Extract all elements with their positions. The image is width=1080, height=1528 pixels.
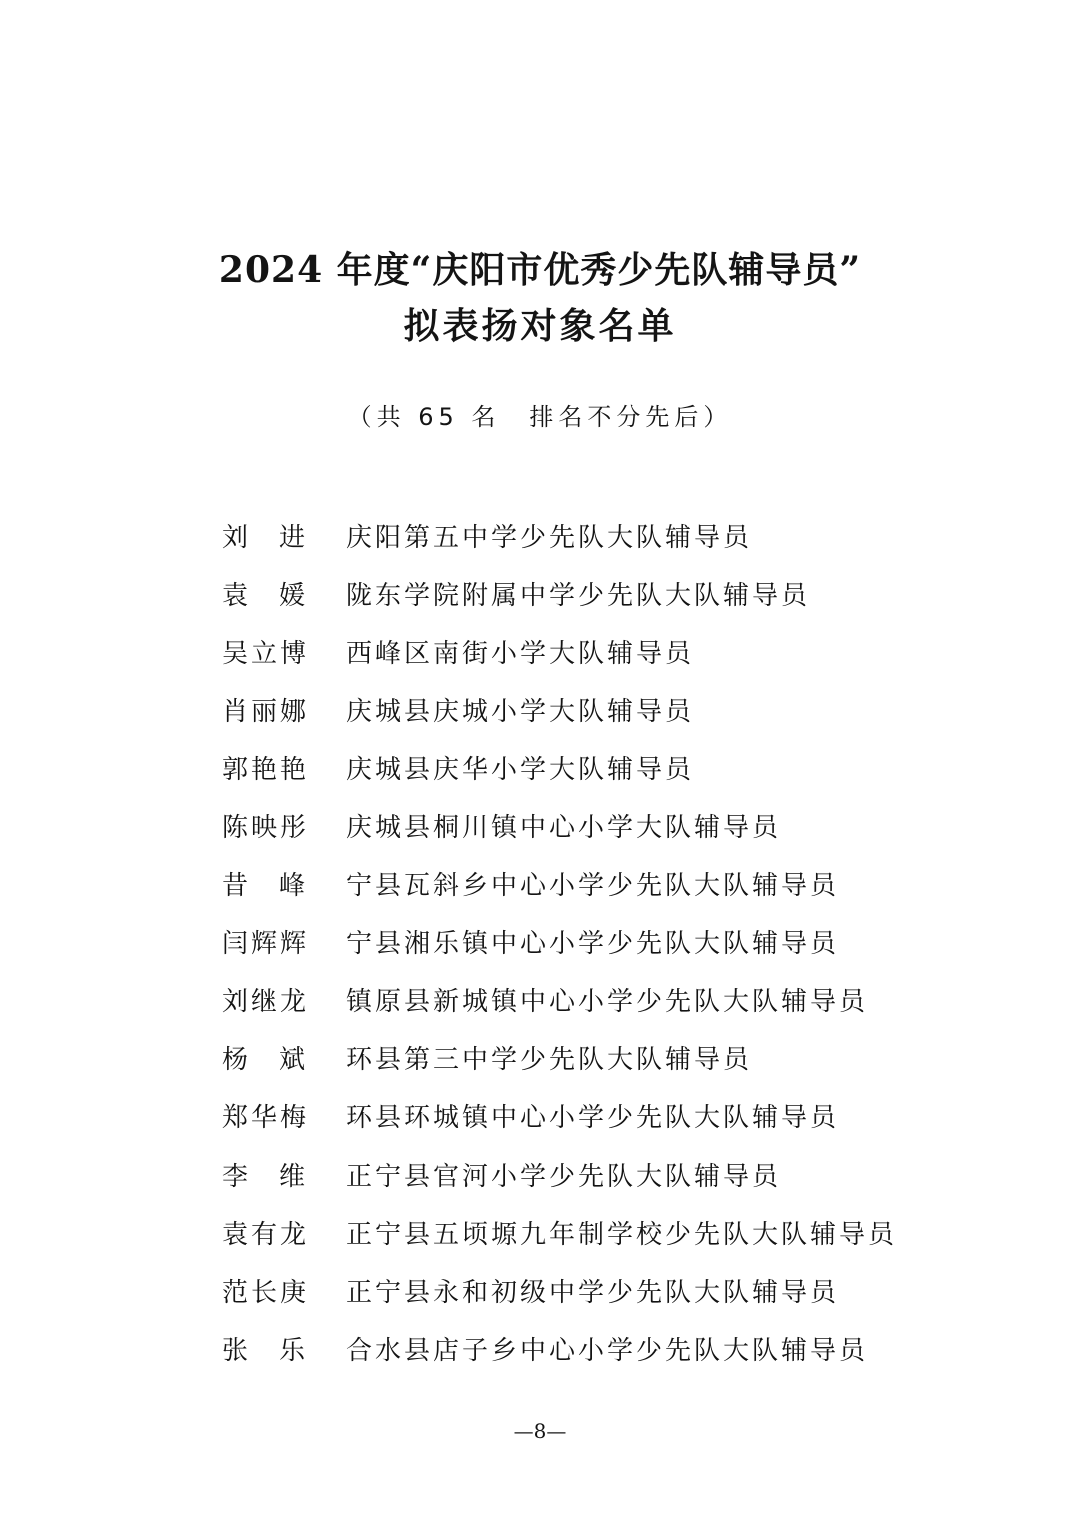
honoree-role: 正宁县永和初级中学少先队大队辅导员 bbox=[346, 1277, 840, 1308]
document-subtitle: （共 65 名 排名不分先后） bbox=[347, 403, 733, 431]
honoree-role: 宁县湘乐镇中心小学少先队大队辅导员 bbox=[346, 929, 840, 960]
honoree-name: 刘进 bbox=[222, 522, 337, 553]
honoree-name: 张乐 bbox=[222, 1335, 337, 1366]
honoree-role: 西峰区南街小学大队辅导员 bbox=[346, 638, 695, 669]
list-item bbox=[222, 564, 982, 622]
list-item bbox=[222, 971, 982, 1029]
list-item bbox=[222, 855, 982, 913]
honoree-role: 环县环城镇中心小学少先队大队辅导员 bbox=[346, 1103, 840, 1134]
honoree-role: 宁县瓦斜乡中心小学少先队大队辅导员 bbox=[346, 871, 840, 902]
list-item bbox=[222, 1261, 982, 1319]
honoree-list bbox=[222, 506, 982, 1377]
honoree-role: 环县第三中学少先队大队辅导员 bbox=[346, 1045, 753, 1076]
honoree-name: 李维 bbox=[222, 1161, 337, 1192]
honoree-role: 镇原县新城镇中心小学少先队大队辅导员 bbox=[346, 987, 869, 1018]
list-item bbox=[222, 1145, 982, 1203]
honoree-name: 郭艳艳 bbox=[222, 754, 310, 785]
page-number: —8— bbox=[513, 1419, 567, 1443]
list-item bbox=[222, 796, 982, 854]
honoree-name: 昔峰 bbox=[222, 871, 337, 902]
honoree-name: 杨斌 bbox=[222, 1045, 337, 1076]
honoree-role: 合水县店子乡中心小学少先队大队辅导员 bbox=[346, 1335, 869, 1366]
honoree-name: 范长庚 bbox=[222, 1277, 310, 1308]
honoree-name: 刘继龙 bbox=[222, 987, 310, 1018]
honoree-name: 闫辉辉 bbox=[222, 929, 310, 960]
honoree-role: 陇东学院附属中学少先队大队辅导员 bbox=[346, 580, 811, 611]
honoree-role: 庆城县庆华小学大队辅导员 bbox=[346, 754, 695, 785]
list-item bbox=[222, 680, 982, 738]
honoree-name: 肖丽娜 bbox=[222, 696, 310, 727]
honoree-name: 陈映彤 bbox=[222, 813, 310, 844]
honoree-role: 庆城县桐川镇中心小学大队辅导员 bbox=[346, 813, 782, 844]
honoree-role: 庆阳第五中学少先队大队辅导员 bbox=[346, 522, 753, 553]
list-item bbox=[222, 738, 982, 796]
honoree-name: 吴立博 bbox=[222, 638, 310, 669]
list-item bbox=[222, 1203, 982, 1261]
list-item bbox=[222, 1087, 982, 1145]
honoree-role: 庆城县庆城小学大队辅导员 bbox=[346, 696, 695, 727]
honoree-role: 正宁县官河小学少先队大队辅导员 bbox=[346, 1161, 782, 1192]
document-title-line-1: 2024 年度“庆阳市优秀少先队辅导员” bbox=[218, 249, 862, 291]
honoree-name: 郑华梅 bbox=[222, 1103, 310, 1134]
list-item bbox=[222, 913, 982, 971]
list-item bbox=[222, 622, 982, 680]
list-item bbox=[222, 1029, 982, 1087]
honoree-name: 袁媛 bbox=[222, 580, 337, 611]
list-item bbox=[222, 506, 982, 564]
document-title-line-2: 拟表扬对象名单 bbox=[403, 305, 677, 347]
honoree-name: 袁有龙 bbox=[222, 1219, 310, 1250]
honoree-role: 正宁县五顷塬九年制学校少先队大队辅导员 bbox=[346, 1219, 898, 1250]
list-item bbox=[222, 1319, 982, 1377]
